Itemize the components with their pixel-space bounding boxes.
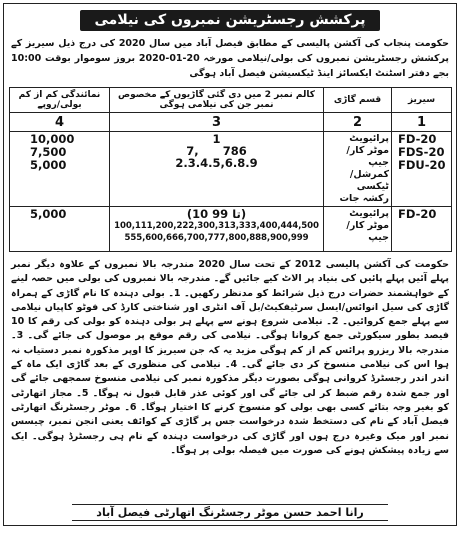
- number-value: 100,111,200,222,300,313,333,400,444,500: [114, 221, 319, 231]
- series-cell: [392, 207, 452, 252]
- number-value: 7, 786: [186, 144, 247, 158]
- vehicle-type-value: پرائیویٹ موٹر کار/جیپ: [346, 133, 389, 168]
- notice-title: پرکشش رجسٹریشن نمبروں کی نیلامی: [80, 10, 379, 31]
- column-number: 1: [392, 113, 452, 132]
- series-value: FD-20: [398, 207, 437, 221]
- series-value: FD-20: [398, 132, 437, 146]
- header-vehicle-type: قسم گاڑی: [324, 88, 392, 113]
- column-number: 4: [10, 113, 110, 132]
- amount-value: 10,000: [30, 132, 75, 146]
- column-number: 2: [324, 113, 392, 132]
- series-cell: [392, 132, 452, 207]
- series-value: FDU-20: [398, 158, 446, 172]
- amount-cell: [10, 207, 110, 252]
- amount-value: 5,000: [30, 207, 67, 221]
- amount-cell: [10, 132, 110, 207]
- terms-paragraph: حکومت کی آکشن پالیسی 2012 کے تحت سال 2020 مندرجہ بالا نمبروں کے علاوہ دیگر نمبر پہلے آئیں پہلے پائیں کی بنیاد پر الاٹ کیے جائیں گے۔ مندرجہ بالا نمبروں کی بولی میں حصہ لینے کے خواہشمند حضرات درج ذیل شرائط کو مدنظر رکھیں۔ 1۔ بولی دہندہ کا نام گاڑی کے ہمراہ گاڑی کی سیل انوائس/ایسل سرٹیفکیٹ/بل آف انٹری اور شناختی کارڈ کی فوٹو کاپیاں نیلامی سے پہلے جمع کروائیں۔ 2۔ نیلامی شروع ہونے سے پہلے ہر بولی دہندہ کو بولی کی رقم کا 10 فیصد بطور سیکورٹی جمع کروانا ہوگی۔ نیلامی کی رقم موقع پر موصول کی جائے گی۔ 3۔ مندرجہ بالا ریزرو پرائس کم از کم ہوگی مزید یہ کہ جن سیریز کا اوپر مذکورہ نمبر دستیاب نہ ہوا اس کی نیلامی منسوخ کر دی جائے گی۔ 4۔ نیلامی کی منظوری کے بعد گاڑی ایک ماہ کے اندر اندر رجسٹرڈ کروانی ہوگی بصورت دیگر مذکورہ نمبر کی نیلامی منسوخ سمجھی جائے گی اور جمع شدہ رقم ضبط کر لی جائے گی اور کوئی عذر قابل قبول نہ ہوگا۔ 5۔ مجاز اتھارٹی کو بغیر وجہ بتائے کسی بھی بولی کو منسوخ کرنے کا اختیار ہوگا۔ 6۔ موٹر رجسٹرنگ اتھارٹی فیصل آباد کے نام کی دستخط شدہ درخواست جس پر گاڑی کے کوائف یعنی انجن نمبر، چیسس نمبر اور میک وغیرہ درج ہوں اور گاڑی کی درخواست دہندہ کے نام ہی رجسٹرڈ ہوگی۔ ایک سے زیادہ پیشکش ہونے کی صورت میں فیصلہ بولی پر ہوگا۔: [11, 259, 449, 456]
- notice-page: [3, 3, 457, 526]
- vehicle-type-cell: [324, 207, 392, 252]
- numbers-cell: [110, 132, 324, 207]
- intro-paragraph: حکومت پنجاب کی آکشن پالیسی کے مطابق فیصل آباد میں سال 2020 کی درج ذیل سیریز کے پرکشش رجسٹریشن نمبروں کی بولی/نیلامی مورخہ 20-01-2020 بروز سوموار بوقت 10:00 بجے دفتر اسٹنٹ ایکسائز اینڈ ٹیکسیشن فیصل آباد ہوگی: [11, 38, 450, 79]
- vehicle-type-value: رکشہ جات: [339, 193, 389, 204]
- number-range: (10 تا 99): [186, 207, 247, 221]
- signature: رانا احمد حسن موٹر رجسٹرنگ اتھارٹی فیصل آباد: [72, 504, 387, 521]
- table-header-row: [10, 88, 452, 113]
- header-series: سیریز: [392, 88, 452, 113]
- signature-block: [4, 501, 456, 521]
- title-banner: [4, 9, 456, 31]
- amount-value: 7,500: [30, 145, 67, 159]
- numbers-cell: [110, 207, 324, 252]
- column-number-row: [10, 113, 452, 132]
- vehicle-type-value: پرائیویٹ موٹر کار/جیپ: [346, 208, 389, 243]
- vehicle-type-cell: [324, 132, 392, 207]
- number-value: 2.3.4.5,6.8.9: [175, 156, 258, 170]
- header-min-price: نمائندگی کم از کم بولی/روپے: [10, 88, 110, 113]
- header-numbers: کالم نمبر 2 میں دی گئی گاڑیوں کے مخصوص نمبر جن کی نیلامی ہوگی: [110, 88, 324, 113]
- auction-table: [9, 87, 452, 252]
- vehicle-type-value: کمرشل/ٹیکسی: [349, 169, 389, 192]
- number-value: 1: [212, 132, 221, 146]
- column-number: 3: [110, 113, 324, 132]
- table-row: [10, 207, 452, 252]
- number-value: 555,600,666,700,777,800,888,900,999: [124, 233, 309, 243]
- series-value: FDS-20: [398, 145, 445, 159]
- table-row: [10, 132, 452, 207]
- amount-value: 5,000: [30, 158, 67, 172]
